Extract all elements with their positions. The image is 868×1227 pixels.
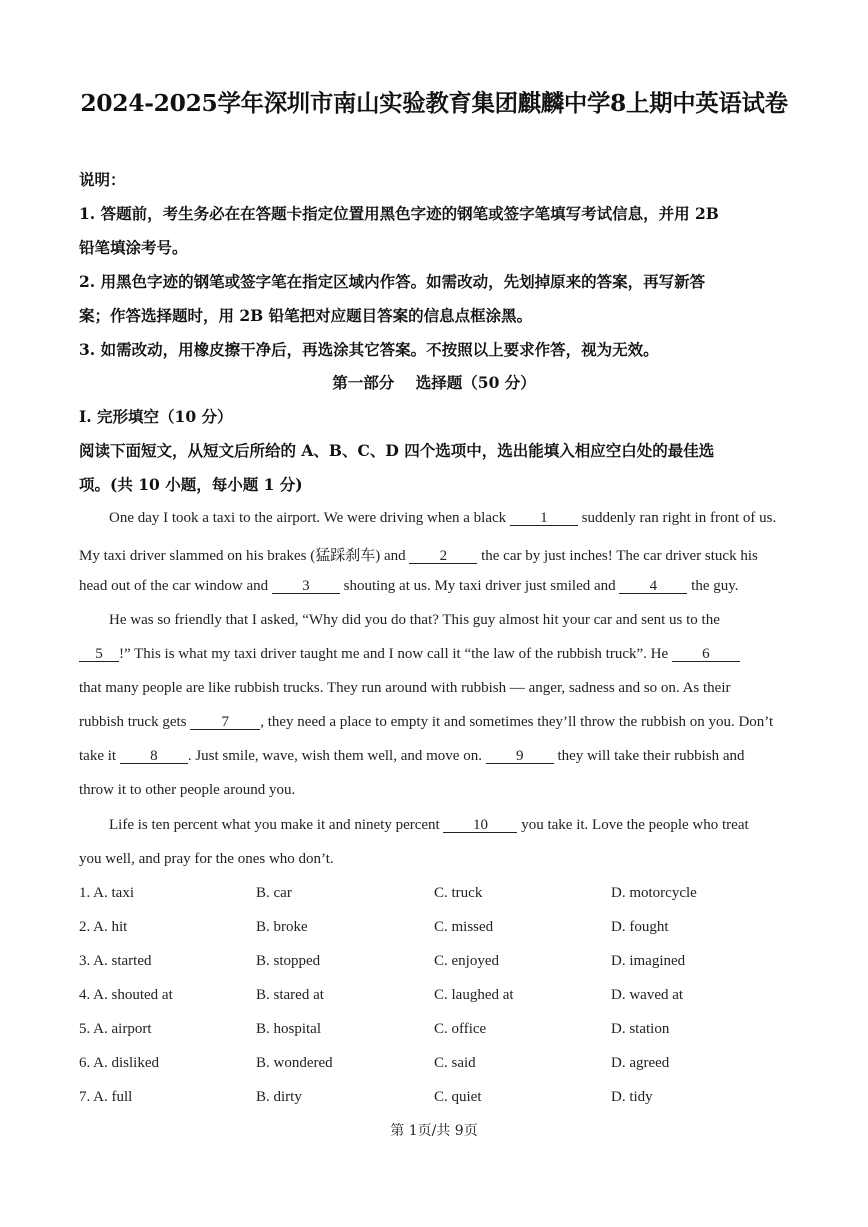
- question-options: [79, 1021, 799, 1041]
- blank-8: 8: [120, 749, 188, 764]
- option-c: C. truck: [434, 885, 483, 901]
- note-item-1: 1. 答题前，考生务必在在答题卡指定位置用黑色字迹的钢笔或签字笔填写考试信息，并用 2B: [79, 204, 719, 223]
- option-c: C. enjoyed: [434, 953, 499, 969]
- option-b: B. hospital: [256, 1021, 322, 1037]
- part-heading: 第一部分 选择题（50 分）: [332, 373, 536, 392]
- passage-line: that many people are like rubbish trucks. They run around with rubbish — anger, sadness and so on. As their: [79, 680, 731, 696]
- note-item-3: 3. 如需改动，用橡皮擦干净后，再选涂其它答案。不按照以上要求作答，视为无效。: [79, 340, 659, 359]
- blank-1: 1: [510, 511, 578, 526]
- blank-3: 3: [272, 579, 340, 594]
- option-c: C. laughed at: [434, 987, 514, 1003]
- notes-heading: 说明：: [79, 170, 126, 189]
- option-b: B. stared at: [256, 987, 324, 1003]
- passage-line: 5 !” This is what my taxi driver taught me and I now call it “the law of the rubbish truck”. He 6: [79, 646, 740, 663]
- note-item-1-cont: 铅笔填涂考号。: [79, 238, 188, 257]
- note-item-2-cont: 案；作答选择题时，用 2B 铅笔把对应题目答案的信息点框涂黑。: [79, 306, 533, 325]
- question-options: [79, 885, 799, 905]
- option-d: D. fought: [611, 919, 669, 935]
- question-options: [79, 1055, 799, 1075]
- exam-title: 2024-2025学年深圳市南山实验教育集团麒麟中学8上期中英语试卷: [80, 89, 788, 117]
- note-item-2: 2. 用黑色字迹的钢笔或签字笔在指定区域内作答。如需改动，先划掉原来的答案，再写新答: [79, 272, 706, 291]
- option-a: 5. A. airport: [79, 1021, 152, 1037]
- passage-line: head out of the car window and 3 shouting at us. My taxi driver just smiled and 4 the guy.: [79, 578, 739, 594]
- passage-line: Life is ten percent what you make it and ninety percent 10 you take it. Love the people who treat: [109, 817, 749, 833]
- blank-4: 4: [619, 579, 687, 594]
- option-b: B. dirty: [256, 1089, 302, 1105]
- option-a: 1. A. taxi: [79, 885, 134, 901]
- passage-line: My taxi driver slammed on his brakes (猛踩刹车) and 2 the car by just inches! The car driver stuck his: [79, 548, 758, 564]
- option-a: 2. A. hit: [79, 919, 128, 935]
- section-instruction: 阅读下面短文，从短文后所给的 A、B、C、D 四个选项中，选出能填入相应空白处的最佳选: [79, 441, 715, 460]
- option-b: B. stopped: [256, 953, 321, 969]
- blank-7: 7: [190, 715, 260, 730]
- blank-2: 2: [409, 549, 477, 564]
- passage-line: take it 8 . Just smile, wave, wish them well, and move on. 9 they will take their rubbish and: [79, 748, 745, 764]
- option-d: D. imagined: [611, 953, 686, 969]
- passage-line: One day I took a taxi to the airport. We were driving when a black 1 suddenly ran right in front of us.: [109, 510, 777, 526]
- option-a: 4. A. shouted at: [79, 987, 173, 1003]
- option-b: B. car: [256, 885, 292, 901]
- option-d: D. station: [611, 1021, 670, 1037]
- option-d: D. motorcycle: [611, 885, 697, 901]
- option-b: B. broke: [256, 919, 308, 935]
- passage-line: He was so friendly that I asked, “Why did you do that? This guy almost hit your car and sent us to the: [109, 612, 720, 628]
- passage-line: rubbish truck gets 7 , they need a place to empty it and sometimes they’ll throw the rubbish on you. Don’t: [79, 714, 774, 730]
- option-a: 7. A. full: [79, 1089, 133, 1105]
- option-d: D. tidy: [611, 1089, 653, 1105]
- blank-10: 10: [443, 818, 517, 833]
- question-options: [79, 1089, 799, 1109]
- section-instruction-cont: 项。(共 10 小题，每小题 1 分): [79, 475, 303, 494]
- passage-line: throw it to other people around you.: [79, 782, 296, 798]
- question-options: [79, 987, 799, 1007]
- option-c: C. quiet: [434, 1089, 482, 1105]
- option-d: D. agreed: [611, 1055, 670, 1071]
- question-options: [79, 919, 799, 939]
- blank-6: 6: [672, 647, 740, 662]
- option-a: 3. A. started: [79, 953, 152, 969]
- passage-line: you well, and pray for the ones who don’t.: [79, 851, 334, 867]
- section-heading: I. 完形填空（10 分）: [79, 407, 233, 426]
- option-d: D. waved at: [611, 987, 684, 1003]
- option-b: B. wondered: [256, 1055, 333, 1071]
- option-a: 6. A. disliked: [79, 1055, 160, 1071]
- question-options: [79, 953, 799, 973]
- blank-5: 5: [79, 647, 119, 662]
- option-c: C. missed: [434, 919, 494, 935]
- page-number: 第 1页/共 9页: [390, 1123, 478, 1139]
- option-c: C. said: [434, 1055, 476, 1071]
- blank-9: 9: [486, 749, 554, 764]
- option-c: C. office: [434, 1021, 487, 1037]
